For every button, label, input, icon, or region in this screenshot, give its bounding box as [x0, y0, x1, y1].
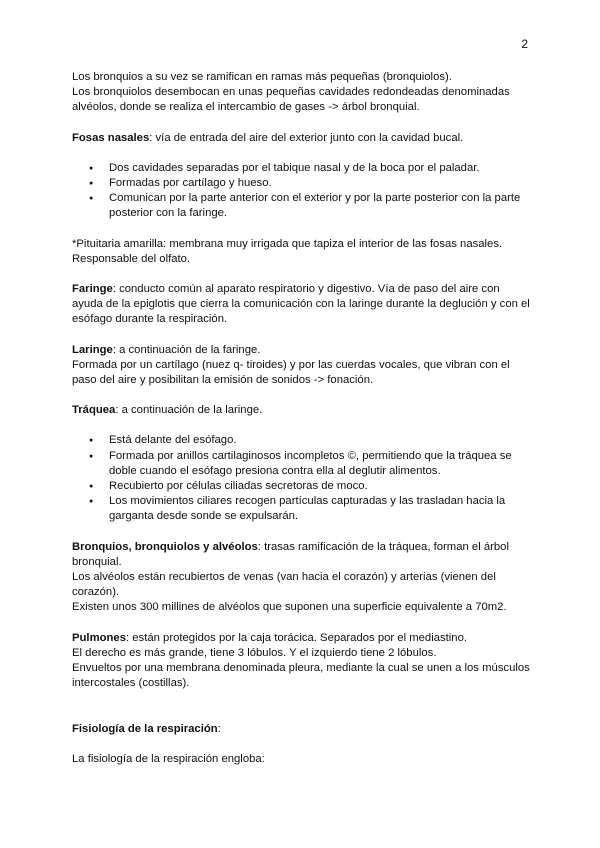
bronquios-definition: : trasas ramificación de la tráquea, forman el árbol bronquial.: [72, 540, 509, 568]
list-item: ● Formada por anillos cartilaginosos incompletos ©, permitiendo que la tráquea se doble cuando el esófago presiona contra ella al deglutir alimentos.: [72, 449, 532, 479]
traquea-definition: : a continuación de la laringe.: [115, 404, 263, 417]
bronquios-paragraph: [72, 540, 532, 570]
list-item: ● Dos cavidades separadas por el tabique nasal y de la boca por el paladar.: [72, 161, 532, 176]
faringe-term: Faringe: [72, 283, 113, 296]
page-number: 2: [521, 37, 528, 51]
bronquios-detail-2: Existen unos 300 millines de alvéolos que suponen una superficie equivalente a 70m2.: [72, 601, 507, 614]
list-item: ● Está delante del esófago.: [72, 433, 532, 448]
list-item: ● Formadas por cartílago y hueso.: [72, 176, 532, 191]
document-body: [72, 70, 532, 767]
fisiologia-heading-suffix: :: [217, 722, 221, 735]
fisiologia-heading: [72, 722, 532, 737]
list-item: ● Comunican por la parte anterior con el exterior y por la parte posterior con la parte posterior con la faringe.: [72, 191, 532, 221]
fosas-nasales-paragraph: [72, 131, 532, 146]
laringe-term: Laringe: [72, 343, 113, 356]
pulmones-term: Pulmones: [72, 631, 126, 644]
traquea-term: Tráquea: [72, 404, 116, 417]
faringe-definition: : conducto común al aparato respiratorio y digestivo. Vía de paso del aire con ayuda de la epiglotis que cierra la comunicación con la laringe durante la deglución y con el esófago durante la respiración.: [72, 283, 530, 326]
pulmones-definition: : están protegidos por la caja torácica. Separados por el mediastino.: [126, 631, 467, 644]
laringe-paragraph: [72, 343, 532, 358]
laringe-detail: Formada por un cartílago (nuez q- tiroides) y por las cuerdas vocales, que vibran con el paso del aire y posibilitan la emisión de sonidos -> fonación.: [72, 358, 510, 387]
fosas-nasales-list: [72, 161, 532, 222]
traquea-paragraph: [72, 403, 532, 418]
fisiologia-title: Fisiología de la respiración: [72, 722, 218, 735]
fosas-nasales-term: Fosas nasales: [72, 131, 150, 144]
traquea-list: [72, 433, 532, 524]
bronquios-term: Bronquios, bronquiolos y alvéolos: [72, 540, 258, 553]
pulmones-paragraph: [72, 631, 532, 646]
list-item: ● Los movimientos ciliares recogen partículas capturadas y las trasladan hacia la garganta desde sonde se expulsarán.: [72, 494, 532, 524]
intro-paragraph-1: Los bronquios a su vez se ramifican en ramas más pequeñas (bronquiolos).: [72, 71, 452, 83]
pulmones-detail-2: Envueltos por una membrana denominada pleura, mediante la cual se unen a los músculos intercostales (costillas).: [72, 662, 530, 690]
fisiologia-intro: La fisiología de la respiración engloba:: [72, 752, 265, 765]
intro-paragraph-2: Los bronquiolos desembocan en unas pequeñas cavidades redondeadas denominadas alvéolos, donde se realiza el intercambio de gases -> árbol bronquial.: [72, 86, 510, 114]
pulmones-detail-1: El derecho es más grande, tiene 3 lóbulos. Y el izquierdo tiene 2 lóbulos.: [72, 646, 437, 659]
bronquios-detail-1: Los alvéolos están recubiertos de venas (van hacia el corazón) y arterias (vienen del corazón).: [72, 571, 496, 599]
faringe-paragraph: [72, 282, 532, 328]
list-item: ● Recubierto por células ciliadas secretoras de moco.: [72, 479, 532, 494]
laringe-definition: : a continuación de la faringe.: [112, 343, 261, 356]
pituitaria-note: *Pituitaria amarilla: membrana muy irrigada que tapiza el interior de las fosas nasales. Responsable del olfato.: [72, 237, 503, 265]
fosas-nasales-definition: : vía de entrada del aire del exterior junto con la cavidad bucal.: [149, 131, 464, 144]
